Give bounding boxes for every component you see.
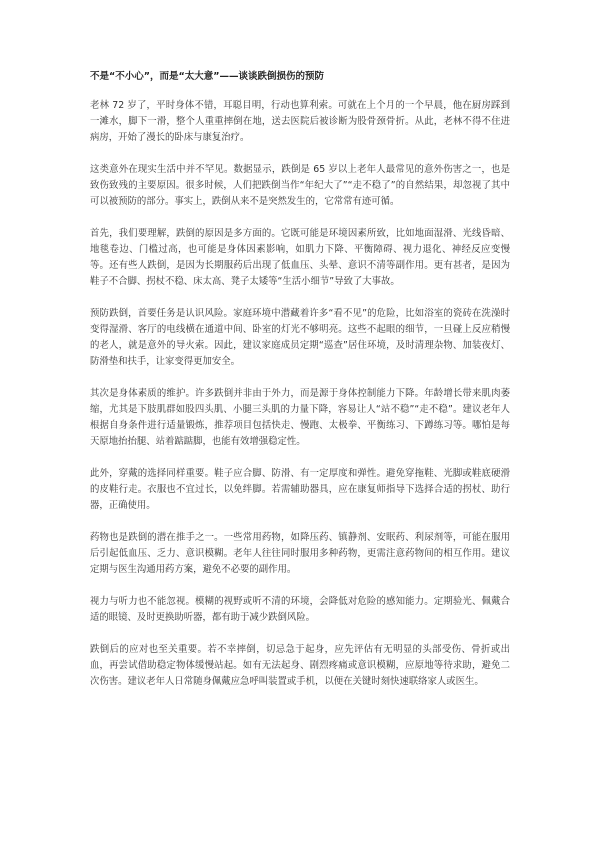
article-paragraph-7: 药物也是跌倒的潜在推手之一。一些常用药物，如降压药、镇静剂、安眠药、利尿剂等，可能在服用后引起低血压、乏力、意识模糊。老年人往往同时服用多种药物，更需注意药物间的相互作用。建议定期与医生沟通用药方案，避免不必要的副作用。 bbox=[90, 532, 510, 575]
article-title: 不是“不小心”，而是“太大意”——谈谈跌倒损伤的预防 bbox=[90, 71, 324, 82]
article-paragraph-6: 此外，穿戴的选择同样重要。鞋子应合脚、防滑、有一定厚度和弹性。避免穿拖鞋、光脚或鞋底硬滑的皮鞋行走。衣服也不宜过长，以免绊脚。若需辅助器具，应在康复师指导下选择合适的拐杖、助行器，正确使用。 bbox=[90, 468, 510, 511]
article-paragraph-1: 老林 72 岁了，平时身体不错，耳聪目明，行动也算利索。可就在上个月的一个早晨，他在厨房踩到一滩水，脚下一滑，整个人重重摔倒在地，送去医院后被诊断为股骨颈骨折。从此，老林不得不住进病房，开始了漫长的卧床与康复治疗。 bbox=[90, 100, 510, 143]
article-paragraph-8: 视力与听力也不能忽视。模糊的视野或听不清的环境，会降低对危险的感知能力。定期验光、佩戴合适的眼镜、及时更换助听器，都有助于减少跌倒风险。 bbox=[90, 596, 510, 623]
article bbox=[90, 70, 510, 706]
article-paragraph-5: 其次是身体素质的维护。许多跌倒并非由于外力，而是源于身体控制能力下降。年龄增长带来肌肉萎缩，尤其是下肢肌群如股四头肌、小腿三头肌的力量下降，容易让人“站不稳”“走不稳”。建议老年人根据自身条件进行适量锻炼，推荐项目包括快走、慢跑、太极拳、平衡练习、下蹲练习等。哪怕是每天原地抬抬腿、站着踮踮脚，也能有效增强稳定性。 bbox=[90, 388, 510, 447]
article-paragraph-9: 跌倒后的应对也至关重要。若不幸摔倒，切忌急于起身，应先评估有无明显的头部受伤、骨折或出血，再尝试借助稳定物体缓慢站起。如有无法起身、剧烈疼痛或意识模糊，应原地等待求助，避免二次伤害。建议老年人日常随身佩戴应急呼叫装置或手机，以便在关键时刻快速联络家人或医生。 bbox=[90, 644, 510, 687]
article-paragraph-3: 首先，我们要理解，跌倒的原因是多方面的。它既可能是环境因素所致，比如地面湿滑、光线昏暗、地毯卷边、门槛过高，也可能是身体因素影响，如肌力下降、平衡障碍、视力退化、神经反应变慢等。还有些人跌倒，是因为长期服药后出现了低血压、头晕、意识不清等副作用。更有甚者，是因为鞋子不合脚、拐杖不稳、床太高、凳子太矮等“生活小细节”导致了大事故。 bbox=[90, 228, 510, 287]
article-paragraph-2: 这类意外在现实生活中并不罕见。数据显示，跌倒是 65 岁以上老年人最常见的意外伤害之一，也是致伤致残的主要原因。很多时候，人们把跌倒当作“年纪大了”“走不稳了”的自然结果，却忽视了其中可以被预防的部分。事实上，跌倒从来不是突然发生的，它常常有迹可循。 bbox=[90, 164, 510, 207]
article-paragraph-4: 预防跌倒，首要任务是认识风险。家庭环境中潜藏着许多“看不见”的危险，比如浴室的瓷砖在洗澡时变得湿滑、客厅的电线横在通道中间、卧室的灯光不够明亮。这些不起眼的细节，一旦碰上反应稍慢的老人，就是意外的导火索。因此，建议家庭成员定期“巡查”居住环境，及时清理杂物、加装夜灯、防滑垫和扶手，让家变得更加安全。 bbox=[90, 308, 510, 367]
